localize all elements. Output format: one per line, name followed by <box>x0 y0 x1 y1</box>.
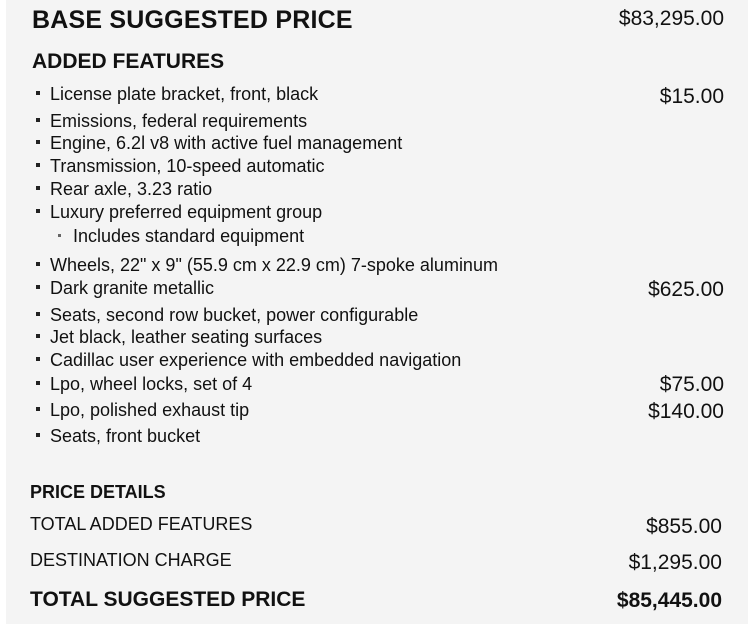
feature-subitem <box>58 225 304 247</box>
base-price-value: $83,295.00 <box>618 7 724 30</box>
feature-price: $625.00 <box>648 278 724 301</box>
feature-item <box>36 326 322 348</box>
bullet-icon <box>36 433 40 437</box>
feature-label: Engine, 6.2l v8 with active fuel management <box>50 133 403 153</box>
feature-item <box>36 110 307 132</box>
feature-item <box>36 277 214 299</box>
bullet-icon <box>36 262 40 266</box>
destination-charge-value: $1,295.00 <box>628 551 722 574</box>
destination-charge-label: DESTINATION CHARGE <box>30 550 232 570</box>
feature-label: Lpo, wheel locks, set of 4 <box>50 374 253 394</box>
bullet-icon <box>36 118 40 122</box>
feature-item <box>36 132 402 154</box>
feature-item <box>36 425 200 447</box>
feature-item <box>36 304 418 326</box>
total-suggested-price-label: TOTAL SUGGESTED PRICE <box>30 588 306 611</box>
feature-sublabel: Includes standard equipment <box>73 226 305 246</box>
bullet-icon <box>36 357 40 361</box>
feature-label: Seats, second row bucket, power configurable <box>50 305 419 325</box>
feature-label: Rear axle, 3.23 ratio <box>50 179 213 199</box>
feature-price: $15.00 <box>659 85 724 108</box>
total-added-features-label: TOTAL ADDED FEATURES <box>30 514 253 534</box>
feature-label: Lpo, polished exhaust tip <box>50 400 250 420</box>
base-price-label: BASE SUGGESTED PRICE <box>32 6 353 34</box>
bullet-icon <box>36 381 40 385</box>
bullet-icon <box>36 285 40 289</box>
feature-item <box>36 155 324 177</box>
bullet-icon <box>36 209 40 213</box>
bullet-icon <box>36 163 40 167</box>
total-suggested-price-value: $85,445.00 <box>616 589 722 612</box>
feature-item <box>36 399 249 421</box>
feature-label: Jet black, leather seating surfaces <box>50 327 323 347</box>
feature-item <box>36 373 252 395</box>
sub-bullet-icon <box>58 234 61 237</box>
price-summary-panel <box>6 0 748 624</box>
price-details-title: PRICE DETAILS <box>30 482 166 502</box>
bullet-icon <box>36 186 40 190</box>
feature-label: Wheels, 22" x 9" (55.9 cm x 22.9 cm) 7-spoke aluminum <box>50 255 498 275</box>
feature-label: Transmission, 10-speed automatic <box>50 156 325 176</box>
feature-price: $75.00 <box>659 373 724 396</box>
feature-label: Seats, front bucket <box>50 426 201 446</box>
feature-item <box>36 201 322 223</box>
feature-label: Cadillac user experience with embedded navigation <box>50 350 462 370</box>
bullet-icon <box>36 407 40 411</box>
total-added-features-value: $855.00 <box>646 515 722 538</box>
bullet-icon <box>36 140 40 144</box>
feature-label: Luxury preferred equipment group <box>50 202 323 222</box>
feature-label: License plate bracket, front, black <box>50 84 319 104</box>
feature-item <box>36 178 212 200</box>
feature-label: Emissions, federal requirements <box>50 111 308 131</box>
bullet-icon <box>36 312 40 316</box>
feature-item <box>36 254 498 276</box>
bullet-icon <box>36 91 40 95</box>
feature-label: Dark granite metallic <box>50 278 215 298</box>
feature-item <box>36 349 461 371</box>
feature-item <box>36 83 318 105</box>
added-features-title: ADDED FEATURES <box>32 50 225 73</box>
feature-price: $140.00 <box>648 400 724 423</box>
bullet-icon <box>36 334 40 338</box>
